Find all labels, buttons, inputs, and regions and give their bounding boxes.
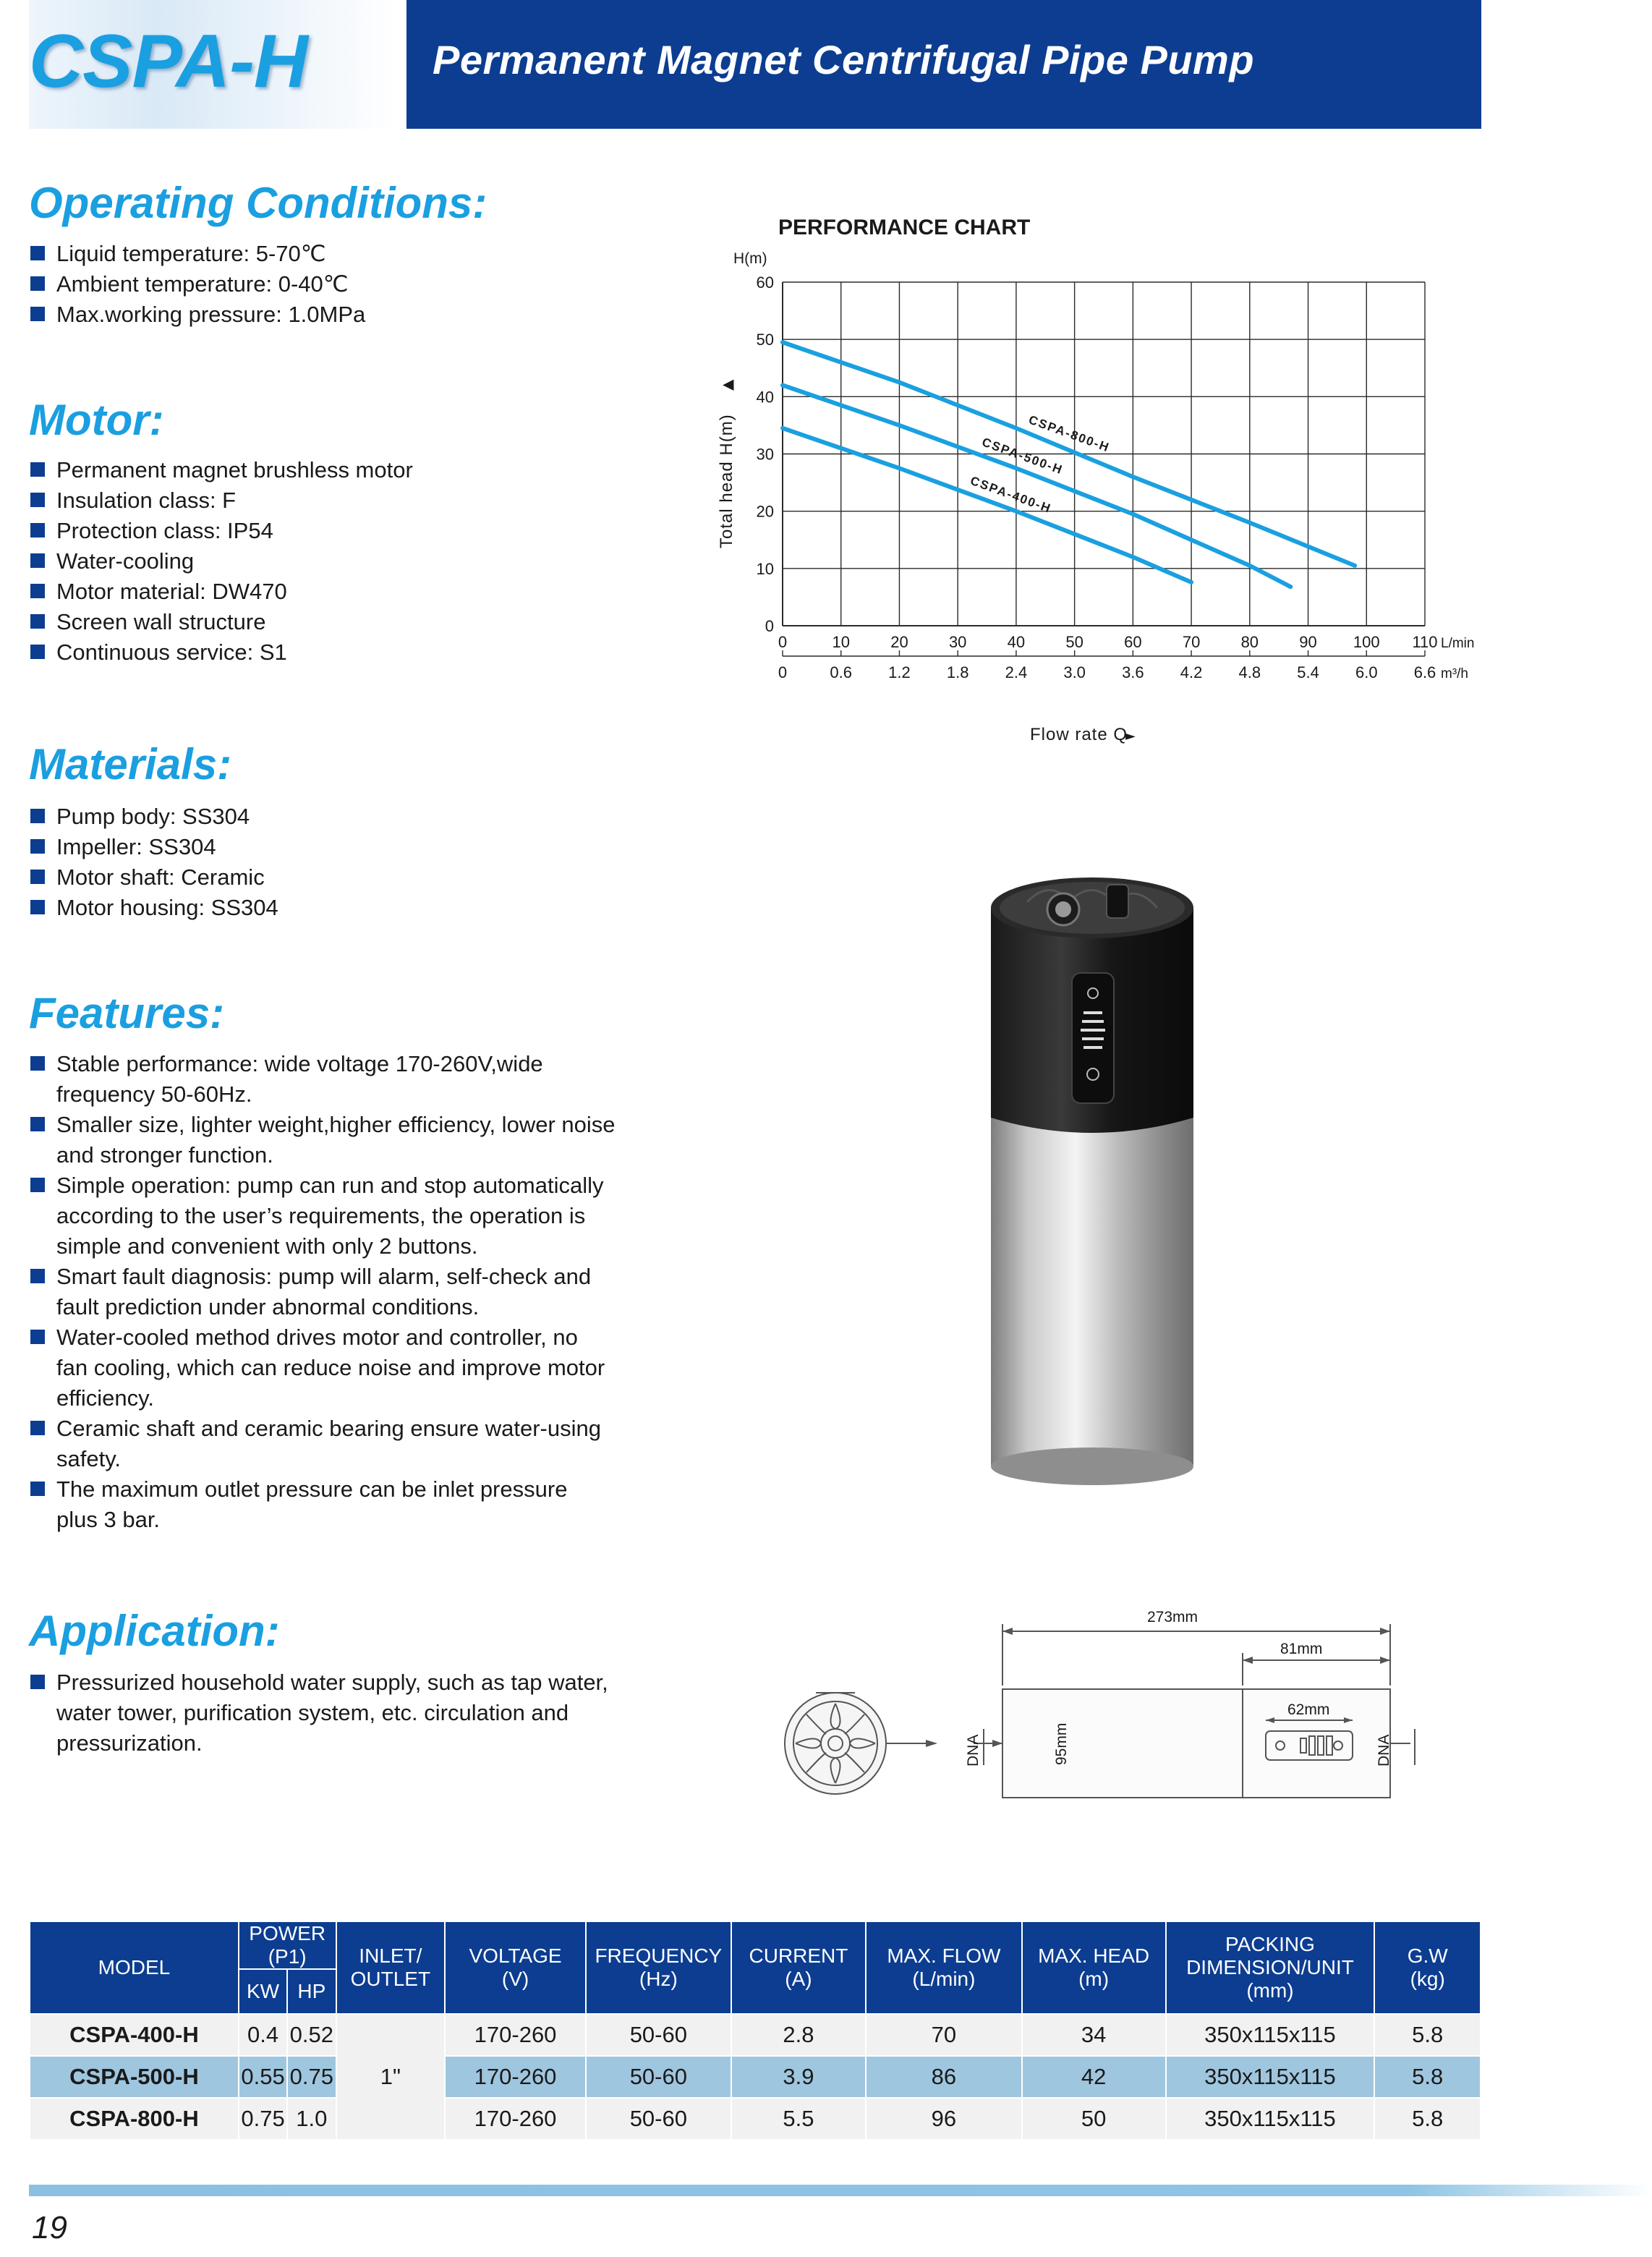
page-number: 19 [32, 2210, 67, 2245]
dim-dna-left-label: DNA [965, 1734, 982, 1767]
bullet-square-icon [30, 276, 45, 291]
bullet-square-icon [30, 553, 45, 568]
motor-item [29, 516, 680, 546]
x-tick-label: 40 [1007, 633, 1026, 651]
motor-item [29, 637, 680, 668]
col-hp-header: HP [287, 1969, 336, 2014]
dim-dna-right-label: DNA [1376, 1734, 1392, 1767]
x-tick-label: 30 [948, 633, 967, 651]
page-title: Permanent Magnet Centrifugal Pipe Pump [433, 37, 1255, 82]
features-item-text: plus 3 bar. [56, 1507, 161, 1532]
chart-series [783, 342, 1355, 587]
features-item [29, 1110, 680, 1170]
y-axis-label: Total head H(m) [717, 414, 736, 548]
motor-item-text: Permanent magnet brushless motor [56, 457, 413, 483]
chart-title: PERFORMANCE CHART [778, 216, 1031, 239]
cell-model: CSPA-400-H [30, 2014, 239, 2056]
motor-item [29, 607, 680, 637]
cell-model: CSPA-800-H [30, 2098, 239, 2140]
col-kw-header: KW [239, 1969, 287, 2014]
features-item-text: according to the user’s requirements, the operation is [56, 1203, 586, 1228]
footer-rule [29, 2185, 1652, 2196]
x-secondary-tick-label: 1.2 [888, 663, 911, 681]
table-row [30, 2098, 1481, 2140]
x-secondary-tick-label: 4.2 [1180, 663, 1203, 681]
materials-item [29, 862, 680, 893]
cell-max-flow: 70 [866, 2014, 1022, 2056]
materials-item [29, 893, 680, 923]
bullet-square-icon [30, 1482, 45, 1496]
x-secondary-tick-label: 0.6 [830, 663, 853, 681]
y-tick-label: 0 [765, 617, 774, 635]
application-heading: Application: [29, 1607, 280, 1655]
motor-item-text: Motor material: DW470 [56, 579, 287, 604]
operating-item-text: Max.working pressure: 1.0MPa [56, 302, 366, 327]
x-tick-label: 50 [1065, 633, 1083, 651]
cell-max-flow: 86 [866, 2056, 1022, 2098]
materials-item-text: Pump body: SS304 [56, 804, 250, 829]
operating-item [29, 269, 680, 299]
x-secondary-tick-label: 2.4 [1005, 663, 1028, 681]
motor-list [29, 455, 680, 668]
bullet-square-icon [30, 1421, 45, 1435]
series-label: CSPA-400-H [968, 473, 1054, 517]
bullet-square-icon [30, 900, 45, 914]
bullet-square-icon [30, 307, 45, 321]
cell-max-head: 50 [1022, 2098, 1166, 2140]
table-row [30, 2056, 1481, 2098]
bullet-square-icon [30, 1675, 45, 1689]
cell-voltage: 170-260 [445, 2098, 586, 2140]
operating-item-text: Liquid temperature: 5-70℃ [56, 241, 326, 266]
features-item-text: fan cooling, which can reduce noise and improve motor [56, 1355, 605, 1380]
cell-kw: 0.75 [239, 2098, 287, 2140]
x-secondary-tick-label: 0 [778, 663, 788, 681]
dim-head-length-label: 81mm [1280, 1641, 1323, 1657]
cell-current: 5.5 [731, 2098, 866, 2140]
application-item-text: water tower, purification system, etc. circulation and [56, 1700, 569, 1725]
cell-gw: 5.8 [1374, 2014, 1481, 2056]
x-axis-arrow-icon: ► [1125, 728, 1136, 744]
cell-model: CSPA-500-H [30, 2056, 239, 2098]
cell-hp: 0.52 [287, 2014, 336, 2056]
cell-kw: 0.55 [239, 2056, 287, 2098]
cell-current: 3.9 [731, 2056, 866, 2098]
motor-item-text: Insulation class: F [56, 488, 237, 513]
features-item-text: Smaller size, lighter weight,higher efficiency, lower noise [56, 1112, 616, 1137]
col-power-header: POWER (P1) [239, 1921, 336, 1969]
x-axis-label: Flow rate Q [1030, 725, 1128, 744]
y-tick-label: 20 [756, 502, 774, 521]
col-max-head-header: MAX. HEAD (m) [1022, 1921, 1166, 2014]
features-item-text: Simple operation: pump can run and stop automatically [56, 1173, 604, 1198]
cell-max-flow: 96 [866, 2098, 1022, 2140]
cell-max-head: 34 [1022, 2014, 1166, 2056]
features-item [29, 1474, 680, 1535]
cell-packing: 350x115x115 [1166, 2056, 1375, 2098]
x-secondary-tick-label: 3.6 [1122, 663, 1144, 681]
materials-item-text: Impeller: SS304 [56, 834, 216, 859]
cell-gw: 5.8 [1374, 2098, 1481, 2140]
bullet-square-icon [30, 809, 45, 823]
y-tick-label: 50 [756, 331, 774, 349]
features-item-text: Water-cooled method drives motor and controller, no [56, 1325, 578, 1350]
x-tick-label: 80 [1240, 633, 1259, 651]
bullet-square-icon [30, 839, 45, 854]
dim-length-label: 273mm [1147, 1609, 1198, 1625]
bullet-square-icon [30, 645, 45, 659]
bullet-square-icon [30, 1056, 45, 1071]
application-list [29, 1667, 680, 1759]
cell-current: 2.8 [731, 2014, 866, 2056]
cell-frequency: 50-60 [586, 2056, 731, 2098]
features-item [29, 1262, 680, 1322]
x-unit-primary-label: L/min [1441, 636, 1475, 651]
bullet-square-icon [30, 584, 45, 598]
motor-item [29, 577, 680, 607]
features-item-text: and stronger function. [56, 1142, 273, 1168]
operating-conditions-list [29, 239, 680, 330]
cell-packing: 350x115x115 [1166, 2098, 1375, 2140]
y-axis-arrow-icon: ▲ [718, 379, 736, 391]
x-secondary-tick-label: 6.0 [1355, 663, 1378, 681]
col-frequency-header: FREQUENCY (Hz) [586, 1921, 731, 2014]
features-item-text: frequency 50-60Hz. [56, 1081, 252, 1107]
application-item [29, 1667, 680, 1759]
features-item [29, 1170, 680, 1262]
bullet-square-icon [30, 493, 45, 507]
x-unit-secondary-label: m³/h [1441, 666, 1468, 681]
col-inlet-header: INLET/ OUTLET [336, 1921, 446, 2014]
cell-kw: 0.4 [239, 2014, 287, 2056]
brand-logo: CSPA-H [29, 20, 307, 103]
spec-table [29, 1921, 1481, 2141]
motor-item-text: Continuous service: S1 [56, 639, 287, 665]
features-item-text: fault prediction under abnormal conditions. [56, 1294, 480, 1319]
features-item-text: simple and convenient with only 2 buttons. [56, 1233, 478, 1259]
bullet-square-icon [30, 1117, 45, 1131]
dim-panel-width-label: 62mm [1287, 1701, 1330, 1718]
x-tick-label: 70 [1182, 633, 1201, 651]
x-tick-label: 90 [1299, 633, 1317, 651]
series-label: CSPA-500-H [980, 435, 1065, 477]
col-gw-header: G.W (kg) [1374, 1921, 1481, 2014]
features-item-text: Stable performance: wide voltage 170-260V,wide [56, 1051, 543, 1076]
y-unit-label: H(m) [733, 250, 767, 267]
materials-item-text: Motor shaft: Ceramic [56, 864, 265, 890]
x-tick-label: 10 [832, 633, 850, 651]
cell-max-head: 42 [1022, 2056, 1166, 2098]
features-item [29, 1049, 680, 1110]
dimension-drawing [759, 1599, 1454, 1837]
y-tick-label: 30 [756, 445, 774, 464]
col-current-header: CURRENT (A) [731, 1921, 866, 2014]
series-line-cspa-400-h [783, 428, 1191, 582]
operating-item-text: Ambient temperature: 0-40℃ [56, 271, 349, 297]
x-tick-label: 60 [1124, 633, 1142, 651]
application-item-text: Pressurized household water supply, such as tap water, [56, 1670, 608, 1695]
features-heading: Features: [29, 989, 225, 1037]
bullet-square-icon [30, 870, 45, 884]
features-item-text: Smart fault diagnosis: pump will alarm, self-check and [56, 1264, 592, 1289]
x-secondary-tick-label: 3.0 [1063, 663, 1086, 681]
motor-item-text: Protection class: IP54 [56, 518, 273, 543]
performance-chart [694, 203, 1490, 760]
cell-voltage: 170-260 [445, 2014, 586, 2056]
operating-conditions-heading: Operating Conditions: [29, 179, 487, 227]
bullet-square-icon [30, 462, 45, 477]
materials-item-text: Motor housing: SS304 [56, 895, 278, 920]
motor-item-text: Screen wall structure [56, 609, 266, 634]
cell-hp: 0.75 [287, 2056, 336, 2098]
features-item-text: efficiency. [56, 1385, 154, 1411]
x-tick-label: 20 [890, 633, 908, 651]
materials-list [29, 802, 680, 923]
bullet-square-icon [30, 1330, 45, 1344]
motor-item [29, 546, 680, 577]
motor-item [29, 455, 680, 485]
cell-packing: 350x115x115 [1166, 2014, 1375, 2056]
operating-item [29, 299, 680, 330]
bullet-square-icon [30, 523, 45, 537]
cell-hp: 1.0 [287, 2098, 336, 2140]
y-tick-label: 10 [756, 559, 774, 578]
col-max-flow-header: MAX. FLOW (L/min) [866, 1921, 1022, 2014]
cell-inlet: 1" [336, 2014, 446, 2140]
motor-item [29, 485, 680, 516]
x-secondary-tick-label: 5.4 [1297, 663, 1319, 681]
bullet-square-icon [30, 1269, 45, 1283]
cell-frequency: 50-60 [586, 2014, 731, 2056]
materials-item [29, 802, 680, 832]
features-item-text: The maximum outlet pressure can be inlet pressure [56, 1476, 568, 1502]
x-secondary-tick-label: 4.8 [1238, 663, 1261, 681]
bullet-square-icon [30, 614, 45, 629]
operating-item [29, 239, 680, 269]
x-tick-label: 110 [1412, 633, 1438, 651]
x-secondary-tick-label: 1.8 [946, 663, 969, 681]
cell-voltage: 170-260 [445, 2056, 586, 2098]
cell-frequency: 50-60 [586, 2098, 731, 2140]
materials-item [29, 832, 680, 862]
y-tick-label: 40 [756, 388, 774, 407]
features-item-text: Ceramic shaft and ceramic bearing ensure water-using [56, 1416, 601, 1441]
motor-heading: Motor: [29, 396, 164, 444]
chart-grid [783, 282, 1425, 656]
materials-heading: Materials: [29, 740, 232, 789]
bullet-square-icon [30, 1178, 45, 1192]
features-item-text: safety. [56, 1446, 122, 1471]
bullet-square-icon [30, 246, 45, 260]
application-item-text: pressurization. [56, 1730, 203, 1756]
cell-gw: 5.8 [1374, 2056, 1481, 2098]
table-row [30, 2014, 1481, 2056]
dim-height-label: 95mm [1053, 1722, 1070, 1765]
y-tick-label: 60 [756, 273, 774, 292]
x-secondary-tick-label: 6.6 [1413, 663, 1436, 681]
motor-item-text: Water-cooling [56, 548, 195, 574]
series-label: CSPA-800-H [1026, 412, 1112, 455]
features-item [29, 1414, 680, 1474]
features-list [29, 1049, 680, 1535]
pump-product-image [976, 864, 1237, 1501]
col-model-header: MODEL [30, 1921, 239, 2014]
x-tick-label: 0 [778, 633, 788, 651]
x-tick-label: 100 [1353, 633, 1380, 651]
features-item [29, 1322, 680, 1414]
col-packing-header: PACKING DIMENSION/UNIT (mm) [1166, 1921, 1375, 2014]
col-voltage-header: VOLTAGE (V) [445, 1921, 586, 2014]
